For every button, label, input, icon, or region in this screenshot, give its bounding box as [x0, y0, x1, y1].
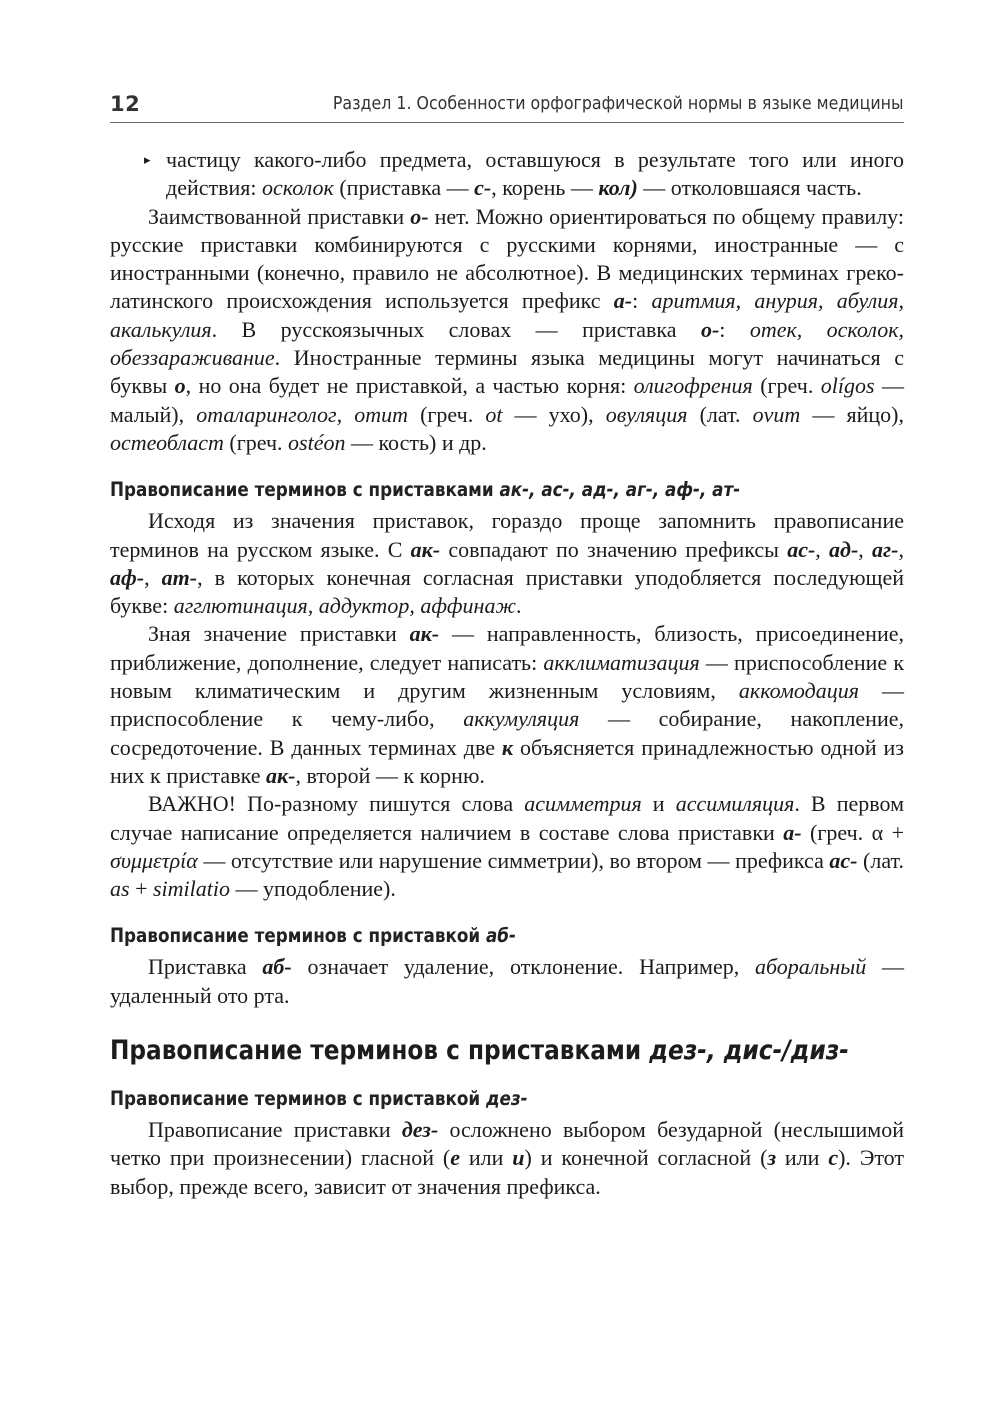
text-run: (лат. — [687, 401, 753, 427]
heading-term: аб- — [485, 924, 516, 948]
morpheme: ад- — [829, 536, 859, 562]
morpheme: с- — [474, 175, 492, 201]
morpheme: з — [767, 1145, 777, 1171]
heading-term: дез- — [485, 1087, 528, 1111]
term: оталаринголог, отит — [196, 401, 408, 427]
text-run: (греч. — [223, 429, 289, 455]
text-run: — уподобление). — [230, 876, 396, 902]
morpheme: аф- — [110, 564, 145, 590]
text-run: . — [515, 593, 522, 619]
morpheme: о — [174, 373, 186, 399]
text-run: — кость) и др. — [345, 429, 487, 455]
text-run: . Иностранные термины языка медицины могут начинаться с буквы — [110, 345, 904, 399]
term: аккомодация — [738, 678, 859, 704]
bullet-item — [110, 146, 904, 203]
term: отек, осколок, обеззараживание — [110, 316, 904, 371]
page-header — [110, 88, 904, 123]
term: as — [110, 876, 130, 902]
morpheme: е — [450, 1145, 460, 1171]
text-run: — ухо), — [502, 401, 606, 427]
term: olígos — [820, 373, 875, 399]
text-run: + — [129, 876, 153, 902]
morpheme: о- — [700, 316, 720, 342]
morpheme: к — [501, 734, 514, 760]
paragraph-prefix-ab — [110, 953, 904, 1010]
heading-text: Правописание терминов с приставками — [110, 1035, 650, 1067]
text-run: (лат. — [857, 847, 904, 873]
paragraph-prefix-dez — [110, 1116, 904, 1201]
morpheme: ас- — [787, 536, 816, 562]
text-run: — малый), — [110, 373, 905, 427]
text-run: : — [719, 316, 750, 342]
morpheme: ас- — [829, 847, 858, 873]
text-run: Заимствованной приставки — [148, 203, 411, 229]
term: асимметрия — [524, 791, 642, 817]
text-run: , — [898, 536, 904, 562]
text-run: — приспособление к чему-либо, — [110, 678, 904, 732]
morpheme: ат- — [161, 564, 198, 590]
text-run: — удаленный ото рта. — [110, 954, 904, 1008]
morpheme: о- — [410, 203, 429, 229]
text-run: Приставка — [148, 954, 263, 980]
text-run: ВАЖНО! По-разному пишутся слова — [148, 791, 525, 817]
page-number: 12 — [110, 92, 141, 116]
text-run: нет. Можно ориентироваться по общему правилу: русские приставки комбинируются с русскими корнями, иностранные — с иностранными (конечно, правило не абсолютное). В медицинских терминах греко-латинского происхождения используется префикс — [110, 203, 904, 314]
heading-term: дез-, дис-/диз- — [649, 1035, 849, 1067]
morpheme: аг- — [872, 536, 899, 562]
text-run: — отколовшаяся часть. — [637, 175, 862, 201]
morpheme: ак- — [266, 762, 296, 788]
text-run: совпадают по значению префиксы — [440, 536, 788, 562]
running-head: Раздел 1. Особенности орфографической нормы в языке медицины — [333, 93, 904, 114]
term: ассимиляция — [675, 791, 795, 817]
term: аккумуляция — [463, 706, 580, 732]
heading-text: Правописание терминов с приставками — [110, 478, 500, 502]
term: аритмия, анурия, абулия, акалькулия — [110, 288, 904, 342]
text-run: , — [144, 564, 162, 590]
text-run: . В первом случае написание определяется наличием в составе слова приставки — [110, 791, 904, 845]
text-run: (приставка — — [333, 175, 475, 201]
morpheme: и — [512, 1145, 525, 1171]
term: συμμετρία — [110, 847, 198, 873]
term: ovum — [752, 401, 801, 427]
text-run: , в которых конечная согласная приставки уподобляется последующей букве: — [110, 564, 904, 619]
section-heading-dez-dis — [110, 1034, 849, 1068]
text-run: — собирание, накопление, сосредоточение. В данных терминах две — [110, 706, 904, 760]
term: олигофрения — [633, 373, 753, 399]
morpheme: с — [828, 1145, 839, 1171]
text-run: Исходя из значения приставок, гораздо проще запомнить правописание терминов на русском языке. С — [110, 508, 904, 562]
text-run: осложнено выбором безударной (неслышимой четко при произнесении) гласной ( — [110, 1117, 905, 1171]
text-run: , но она будет не приставкой, а частью корня: — [185, 373, 634, 399]
term: similatio — [152, 876, 230, 902]
text-run: , — [858, 536, 873, 562]
morpheme: а- — [613, 288, 633, 314]
text-run: , корень — — [491, 175, 599, 201]
text-run: объясняется принадлежностью одной из них к приставке — [110, 734, 904, 788]
bullet-marker-icon: ▸ — [144, 152, 151, 167]
text-run: Зная значение приставки — [148, 621, 410, 647]
subsection-heading-dez — [110, 1086, 793, 1112]
morpheme: дез- — [401, 1117, 439, 1143]
term: акклиматизация — [543, 649, 700, 675]
subsection-heading-ab — [110, 923, 793, 949]
text-run: , — [815, 536, 830, 562]
heading-text: Правописание терминов с приставкой — [110, 1087, 486, 1111]
text-run: — яйцо), — [800, 401, 904, 427]
term: осколок — [262, 175, 334, 201]
text-run: : — [632, 288, 652, 314]
paragraph-prefix-o — [110, 203, 904, 458]
text-run: (греч. — [752, 373, 821, 399]
heading-term: ак-, ас-, ад-, аг-, аф-, ат- — [499, 478, 741, 502]
text-run: (греч. — [407, 401, 486, 427]
morpheme: ак- — [410, 536, 441, 562]
subsection-heading-ak — [110, 477, 793, 503]
text-run: , второй — к корню. — [295, 762, 485, 788]
text-run: ). Этот выбор, прежде всего, зависит от значения префикса. — [110, 1145, 905, 1199]
morpheme: кол) — [598, 175, 638, 201]
morpheme: ак- — [409, 621, 440, 647]
text-run: и — [641, 791, 676, 817]
text-run: — отсутствие или нарушение симметрии), во втором — префикса — [197, 847, 830, 873]
term: ot — [485, 401, 503, 427]
term: остеобласт — [110, 429, 224, 455]
term: агглютинация, аддуктор, аффинаж — [173, 593, 516, 619]
text-run: означает удаление, отклонение. Например, — [291, 954, 755, 980]
paragraph-ak-meaning — [110, 620, 904, 790]
term: овуляция — [605, 401, 688, 427]
morpheme: а- — [783, 819, 802, 845]
text-run: . В русскоязычных словах — приставка — [211, 316, 701, 342]
text-run: Правописание приставки — [148, 1117, 402, 1143]
page-body — [110, 146, 904, 1201]
text-run: частицу какого-либо предмета, оставшуюся в результате того или иного действия: — [166, 147, 904, 201]
term: аборальный — [755, 954, 867, 980]
text-run: — приспособление к новым климатическим и другим жизненным условиям, — [110, 649, 905, 704]
term: ostéon — [288, 429, 346, 455]
text-run: или — [459, 1145, 513, 1171]
heading-text: Правописание терминов с приставкой — [110, 924, 486, 948]
text-run: (греч. α + — [801, 819, 904, 845]
text-run: — направленность, близость, присоединение, приближение, дополнение, следует написать: — [110, 621, 904, 675]
text-run: или — [776, 1145, 829, 1171]
paragraph-prefix-ak — [110, 507, 904, 620]
paragraph-important — [110, 790, 904, 903]
morpheme: аб- — [262, 954, 292, 980]
text-run: ) и конечной согласной ( — [524, 1145, 768, 1171]
